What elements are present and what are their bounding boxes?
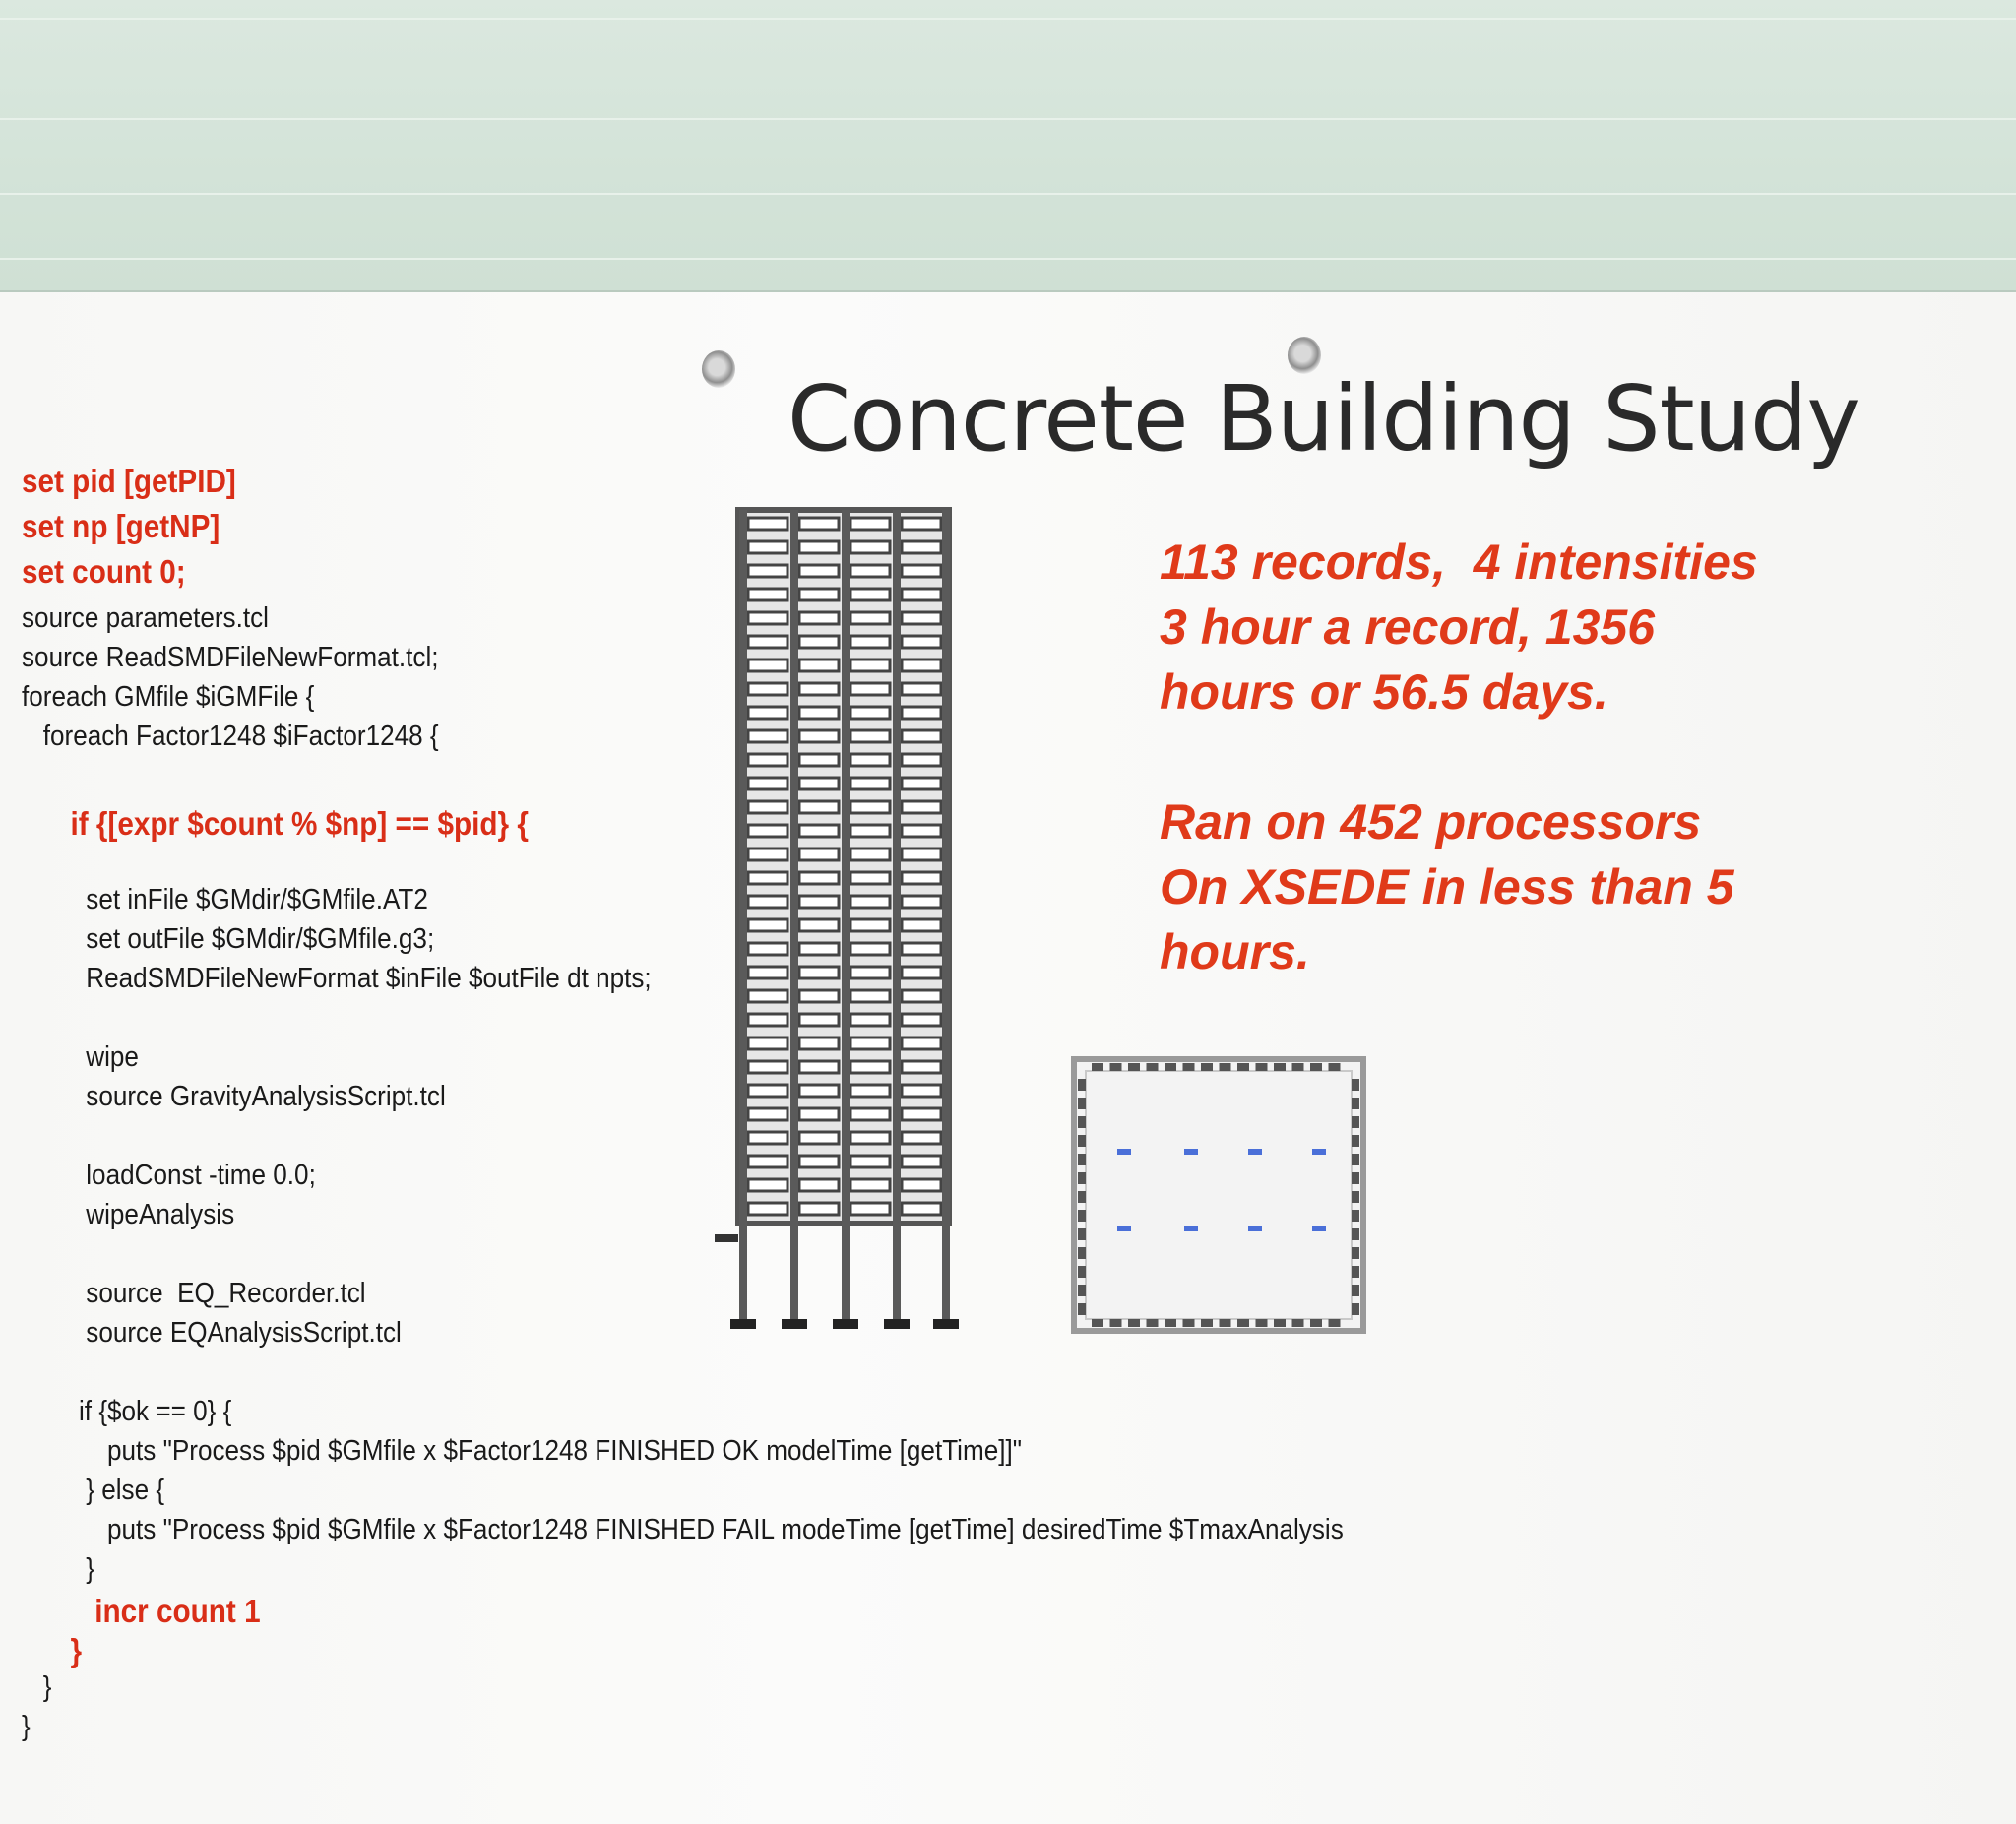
plan-wall-segment [1128,1319,1140,1327]
code-line: set pid [getPID] [22,463,236,499]
frame-bay [799,660,839,671]
code-line: incr count 1 [22,1593,261,1629]
plan-wall-segment [1292,1319,1304,1327]
code-line: foreach GMfile $iGMFile { [22,681,315,713]
frame-bay [748,990,788,1002]
frame-bay [902,1085,941,1097]
code-line: set count 0; [22,553,186,590]
frame-bay [850,518,890,530]
frame-bay [748,1132,788,1144]
plan-wall-segment [1201,1063,1213,1071]
plan-wall-segment [1352,1247,1359,1259]
plan-column-marker [1184,1226,1198,1231]
frame-bay [850,683,890,695]
frame-column [739,510,747,1327]
plan-wall-segment [1352,1135,1359,1147]
frame-bay [902,1038,941,1049]
frame-bay [902,707,941,719]
plan-column-marker [1312,1149,1326,1155]
plan-wall-segment [1256,1063,1268,1071]
plan-wall-segment [1237,1319,1249,1327]
frame-bay [850,1014,890,1026]
frame-bay [850,730,890,742]
frame-bay [799,943,839,955]
band-line [0,118,2016,120]
stats-block [1160,530,1908,984]
punch-hole-left [702,350,735,388]
plan-wall-segment [1274,1319,1286,1327]
frame-bay [748,660,788,671]
top-band [0,0,2016,292]
frame-bay [748,707,788,719]
frame-bay [799,589,839,600]
frame-column [790,510,798,1327]
frame-bay [748,967,788,978]
frame-bay [902,518,941,530]
stats-line: Ran on 452 processors [1160,794,1702,849]
frame-bay [850,754,890,766]
plan-wall-segment [1078,1285,1086,1296]
code-line: wipeAnalysis [22,1199,235,1230]
plan-wall-segment [1220,1063,1231,1071]
frame-column [842,510,850,1327]
band-line [0,193,2016,195]
code-line: puts "Process $pid $GMfile x $Factor1248 FINISHED OK modelTime [getTime]]" [22,1435,1023,1467]
frame-bay [799,967,839,978]
frame-bay [850,896,890,908]
frame-bay [850,1108,890,1120]
frame-bay [850,1156,890,1167]
band-line [0,258,2016,260]
plan-wall-segment [1352,1266,1359,1278]
frame-bay [748,683,788,695]
code-line: source EQ_Recorder.tcl [22,1278,366,1309]
plan-wall-segment [1183,1063,1195,1071]
plan-wall-segment [1352,1154,1359,1165]
building-floor-plan [1068,1053,1373,1339]
frame-bay [902,778,941,789]
frame-bay [902,896,941,908]
code-line: } [22,1632,83,1668]
code-line: } [22,1711,31,1742]
frame-bay [799,872,839,884]
plan-wall-segment [1078,1154,1086,1165]
frame-bay [748,801,788,813]
frame-bay [902,612,941,624]
frame-bay [902,754,941,766]
frame-bay [902,943,941,955]
frame-bay [748,565,788,577]
frame-bay [850,1061,890,1073]
plan-wall-segment [1201,1319,1213,1327]
frame-bay [850,1179,890,1191]
frame-bay [799,1203,839,1215]
code-line: ReadSMDFileNewFormat $inFile $outFile dt npts; [22,963,652,994]
frame-bay [748,1014,788,1026]
stats-line: On XSEDE in less than 5 [1160,859,1734,914]
frame-bay [902,730,941,742]
frame-bay [799,636,839,648]
frame-bay [850,1085,890,1097]
frame-bay [748,1203,788,1215]
frame-support [782,1319,807,1329]
code-line: } [22,1671,52,1703]
slide-page [0,292,2016,1824]
code-line: set np [getNP] [22,508,220,544]
frame-bay [850,541,890,553]
frame-bay [902,1014,941,1026]
frame-bay [902,1132,941,1144]
plan-wall-segment [1078,1191,1086,1203]
plan-wall-segment [1078,1247,1086,1259]
plan-wall-segment [1078,1266,1086,1278]
plan-wall-segment [1078,1228,1086,1240]
code-line: loadConst -time 0.0; [22,1160,316,1191]
code-line: } else { [22,1475,165,1506]
plan-wall-segment [1352,1172,1359,1184]
frame-bay [850,990,890,1002]
plan-wall-segment [1147,1319,1159,1327]
plan-wall-segment [1352,1228,1359,1240]
plan-column-marker [1248,1149,1262,1155]
frame-bay [902,825,941,837]
code-line: foreach Factor1248 $iFactor1248 { [22,721,439,752]
plan-wall-segment [1078,1116,1086,1128]
plan-wall-segment [1352,1116,1359,1128]
frame-bay [902,660,941,671]
frame-bay [799,1014,839,1026]
frame-bay [850,825,890,837]
frame-bay [850,801,890,813]
plan-wall-segment [1256,1319,1268,1327]
frame-bay [850,707,890,719]
frame-bay [748,825,788,837]
frame-bay [799,1038,839,1049]
frame-bay [748,636,788,648]
frame-bay [850,636,890,648]
plan-wall-segment [1352,1303,1359,1315]
plan-wall-segment [1329,1319,1341,1327]
plan-column-marker [1248,1226,1262,1231]
frame-bay [799,683,839,695]
stats-line: hours. [1160,924,1310,979]
frame-bay [902,919,941,931]
plan-wall-segment [1110,1319,1122,1327]
frame-bay [799,707,839,719]
plan-wall-segment [1220,1319,1231,1327]
plan-wall-segment [1183,1319,1195,1327]
frame-bay [850,612,890,624]
code-line: if {[expr $count % $np] == $pid} { [22,805,529,842]
frame-bay [902,683,941,695]
frame-bay [850,967,890,978]
frame-bay [902,589,941,600]
plan-wall-segment [1352,1098,1359,1109]
stats-line: hours or 56.5 days. [1160,664,1608,720]
plan-wall-segment [1110,1063,1122,1071]
stats-gap [1160,724,1908,789]
frame-column [893,510,901,1327]
frame-bay [850,565,890,577]
frame-bay [748,919,788,931]
frame-bay [799,1156,839,1167]
frame-bay [902,990,941,1002]
plan-wall-segment [1310,1319,1322,1327]
plan-wall-segment [1165,1063,1176,1071]
frame-bay [902,1061,941,1073]
frame-bay [902,1203,941,1215]
code-line: source parameters.tcl [22,602,269,634]
plan-wall-segment [1310,1063,1322,1071]
frame-support [933,1319,959,1329]
frame-bay [799,919,839,931]
frame-bay [850,943,890,955]
stats-line: 113 records, 4 intensities [1160,535,1758,590]
code-line: source GravityAnalysisScript.tcl [22,1081,446,1112]
frame-bay [748,730,788,742]
frame-bay [799,730,839,742]
plan-column-marker [1184,1149,1198,1155]
plan-column-marker [1117,1226,1131,1231]
code-line: set inFile $GMdir/$GMfile.AT2 [22,884,428,915]
plan-wall-segment [1329,1063,1341,1071]
frame-bay [748,541,788,553]
frame-bay [902,801,941,813]
plan-wall-segment [1078,1079,1086,1091]
plan-wall-segment [1352,1285,1359,1296]
plan-wall-segment [1292,1063,1304,1071]
stats-line: 3 hour a record, 1356 [1160,599,1656,655]
plan-wall-segment [1128,1063,1140,1071]
frame-bay [902,967,941,978]
code-line: } [22,1553,94,1585]
plan-wall-segment [1352,1191,1359,1203]
building-frame-elevation [709,502,984,1339]
frame-bay [799,801,839,813]
frame-bay [799,1132,839,1144]
slide-title: Concrete Building Study [788,366,1859,472]
frame-bay [799,1108,839,1120]
code-line: source EQAnalysisScript.tcl [22,1317,402,1349]
plan-wall-segment [1078,1135,1086,1147]
code-line: source ReadSMDFileNewFormat.tcl; [22,642,439,673]
frame-bay [902,1179,941,1191]
frame-bay [902,541,941,553]
frame-bay [748,518,788,530]
frame-bay [799,1179,839,1191]
code-line: wipe [22,1041,139,1073]
plan-wall-segment [1092,1319,1103,1327]
frame-support [884,1319,910,1329]
plan-wall-segment [1078,1098,1086,1109]
frame-bay [748,754,788,766]
frame-bay [799,612,839,624]
frame-bay [850,1132,890,1144]
frame-bay [902,1156,941,1167]
plan-wall-segment [1078,1303,1086,1315]
frame-bay [748,778,788,789]
frame-bay [799,541,839,553]
plan-column-marker [1312,1226,1326,1231]
frame-bay [799,754,839,766]
frame-bay [799,1061,839,1073]
frame-bay [902,849,941,860]
frame-bay [902,565,941,577]
plan-wall-segment [1352,1210,1359,1222]
frame-bay [748,943,788,955]
frame-bay [748,1085,788,1097]
frame-bay [902,1108,941,1120]
frame-bay [748,872,788,884]
frame-support [730,1319,756,1329]
frame-bay [799,825,839,837]
frame-bay [850,778,890,789]
frame-bay [850,849,890,860]
frame-bay [748,589,788,600]
frame-bay [799,565,839,577]
frame-bay [799,849,839,860]
frame-node [715,1234,738,1242]
plan-wall-segment [1165,1319,1176,1327]
plan-column-marker [1117,1149,1131,1155]
frame-bay [850,872,890,884]
frame-bay [850,1203,890,1215]
plan-wall-segment [1147,1063,1159,1071]
frame-bay [799,990,839,1002]
frame-bay [748,896,788,908]
frame-support [833,1319,858,1329]
frame-bay [748,1038,788,1049]
code-line: puts "Process $pid $GMfile x $Factor1248 FINISHED FAIL modeTime [getTime] desiredTime $TmaxAnalysis [22,1514,1344,1545]
plan-wall-segment [1274,1063,1286,1071]
plan-wall-segment [1352,1079,1359,1091]
frame-bay [799,518,839,530]
plan-outline [1074,1059,1363,1331]
frame-bay [748,612,788,624]
plan-wall-segment [1078,1172,1086,1184]
frame-column [942,510,950,1327]
frame-bay [902,636,941,648]
frame-bay [748,1156,788,1167]
plan-wall-segment [1078,1210,1086,1222]
frame-bay [799,1085,839,1097]
frame-bay [799,778,839,789]
frame-bay [850,660,890,671]
code-line: if {$ok == 0} { [22,1396,232,1427]
frame-bay [799,896,839,908]
code-line: set outFile $GMdir/$GMfile.g3; [22,923,435,955]
plan-wall-segment [1237,1063,1249,1071]
frame-bay [748,1108,788,1120]
frame-bay [850,919,890,931]
plan-wall-segment [1092,1063,1103,1071]
frame-bay [902,872,941,884]
frame-bay [748,1179,788,1191]
band-line [0,18,2016,20]
frame-bay [850,1038,890,1049]
frame-bay [850,589,890,600]
frame-bay [748,1061,788,1073]
frame-bay [748,849,788,860]
